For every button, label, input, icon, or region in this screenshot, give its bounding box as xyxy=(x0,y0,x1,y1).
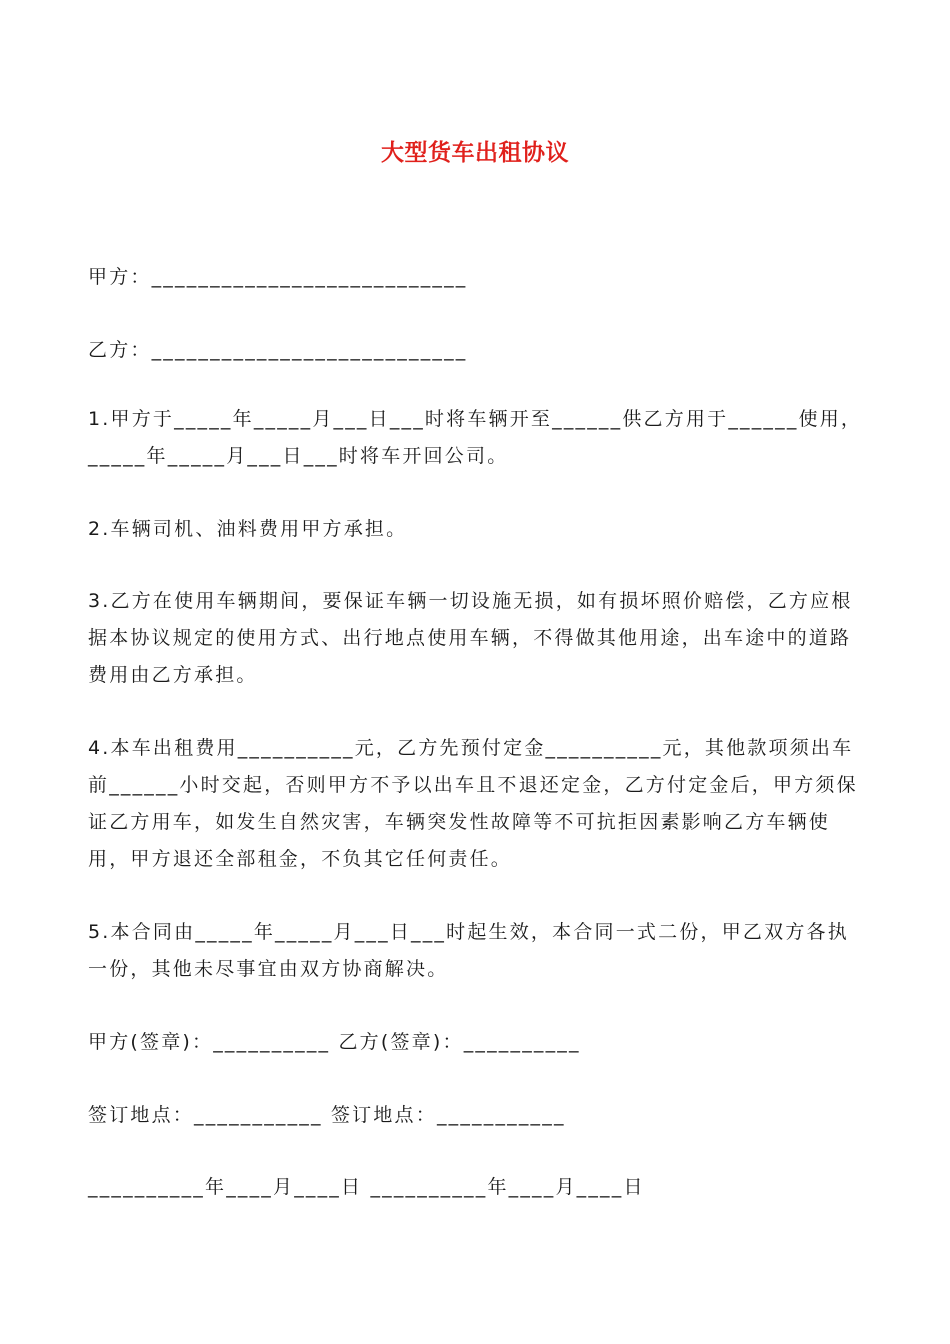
clause-2: 2.车辆司机、油料费用甲方承担。 xyxy=(88,518,408,540)
signing-location-line: 签订地点：___________ 签订地点：___________ xyxy=(88,1104,566,1126)
clause-4: 4.本车出租费用__________元，乙方先预付定金__________元，其他款项须出车前______小时交起，否则甲方不予以出车且不退还定金，乙方付定金后，甲方须保证乙方用车，如发生自然灾害，车辆突发性故障等不可抗拒因素影响乙方车辆使用，甲方退还全部租金，不负其它任何责任。 xyxy=(88,737,858,870)
document-title: 大型货车出租协议 xyxy=(381,140,569,166)
clause-1: 1.甲方于_____年_____月___日___时将车辆开至______供乙方用于______使用，_____年_____月___日___时将车开回公司。 xyxy=(88,408,863,467)
clause-3: 3.乙方在使用车辆期间，要保证车辆一切设施无损，如有损坏照价赔偿，乙方应根据本协议规定的使用方式、出行地点使用车辆，不得做其他用途，出车途中的道路费用由乙方承担。 xyxy=(88,590,853,686)
clause-5: 5.本合同由_____年_____月___日___时起生效，本合同一式二份，甲乙双方各执一份，其他未尽事宜由双方协商解决。 xyxy=(88,921,849,980)
signing-date-line: __________年____月____日 __________年____月____日 xyxy=(88,1176,645,1198)
signature-line: 甲方(签章)：__________ 乙方(签章)：__________ xyxy=(88,1031,581,1053)
party-b-field: 乙方：___________________________ xyxy=(88,339,468,361)
party-a-field: 甲方：___________________________ xyxy=(88,266,468,288)
